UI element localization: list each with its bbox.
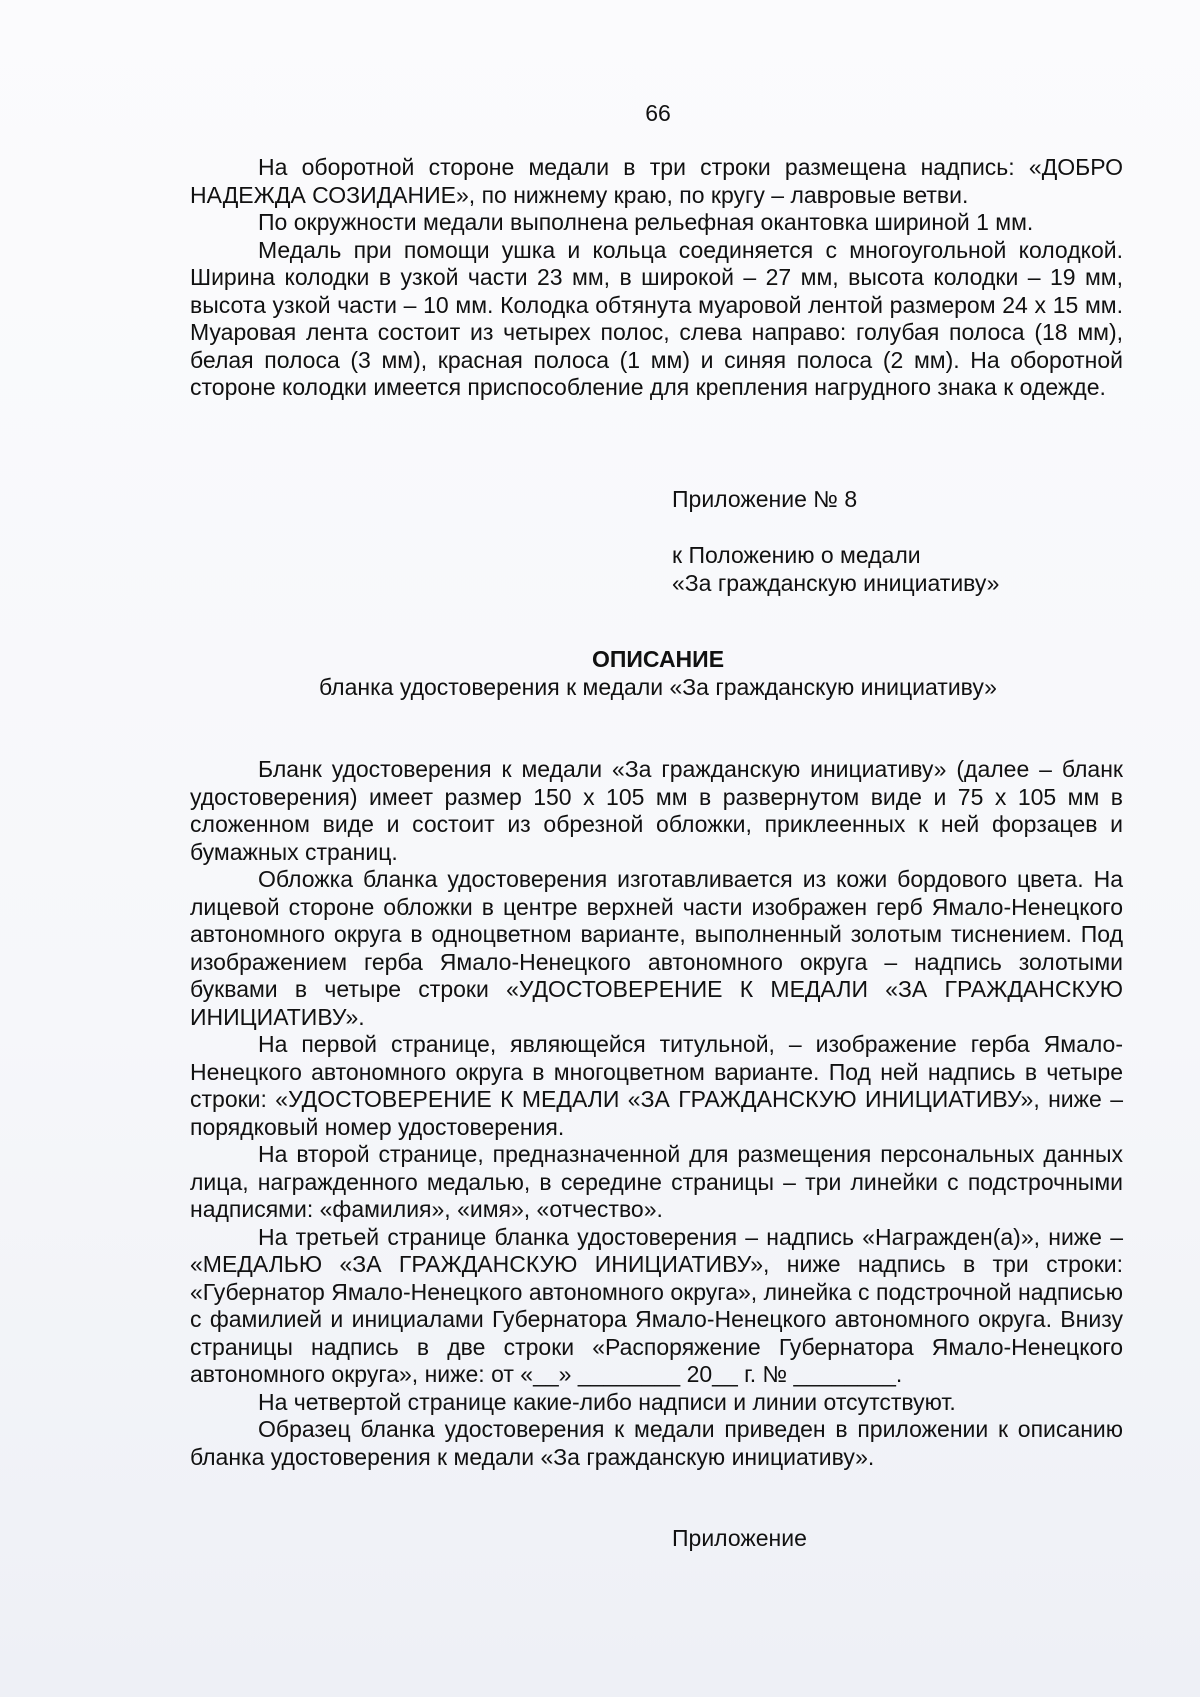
paragraph-first-page: На первой странице, являющейся титульной, – изображение герба Ямало-Ненецкого автономного округа в многоцветном варианте. Под ней надпись в четыре строки: «УДОСТОВЕРЕНИЕ К МЕДАЛИ «ЗА ГРАЖДАНСКУЮ ИНИЦИАТИВУ», ниже – порядковый номер удостоверения. <box>190 1031 1123 1140</box>
appendix-footer: Приложение <box>672 1525 807 1551</box>
appendix-reference-line1: к Положению о медали <box>672 542 921 568</box>
page-number: 66 <box>645 100 671 126</box>
paragraph-third-page: На третьей странице бланка удостоверения – надпись «Награжден(а)», ниже – «МЕДАЛЬЮ «ЗА ГРАЖДАНСКУЮ ИНИЦИАТИВУ», ниже надпись в три строки: «Губернатор Ямало-Ненецкого автономного округа», линейка с подстрочной надписью с фамилией и инициалами Губернатора Ямало-Ненецкого автономного округа. Внизу страницы надпись в две строки «Распоряжение Губернатора Ямало-Ненецкого автономного округа», ниже: от «__» ________ 20__ г. № ________. <box>190 1223 1123 1387</box>
paragraph-fourth-page: На четвертой странице какие-либо надписи и линии отсутствуют. <box>258 1388 956 1415</box>
section-title: ОПИСАНИЕ <box>591 646 725 672</box>
appendix-reference <box>672 542 999 597</box>
appendix-number: Приложение № 8 <box>672 486 858 512</box>
blank-description-text <box>190 756 1123 1471</box>
paragraph-second-page: На второй странице, предназначенной для размещения персональных данных лица, награжденного медалью, в середине страницы – три линейки с подстрочными надписями: «фамилия», «имя», «отчество». <box>190 1141 1123 1222</box>
paragraph-reverse-side: На оборотной стороне медали в три строки размещена надпись: «ДОБРО НАДЕЖДА СОЗИДАНИЕ», по нижнему краю, по кругу – лавровые ветви. <box>190 154 1123 208</box>
section-subtitle: бланка удостоверения к медали «За гражданскую инициативу» <box>319 674 997 700</box>
paragraph-cover: Обложка бланка удостоверения изготавливается из кожи бордового цвета. На лицевой стороне обложки в центре верхней части изображен герб Ямало-Ненецкого автономного округа в одноцветном варианте, выполненный золотым тиснением. Под изображением герба Ямало-Ненецкого автономного округа – надпись золотыми буквами в четыре строки «УДОСТОВЕРЕНИЕ К МЕДАЛИ «ЗА ГРАЖДАНСКУЮ ИНИЦИАТИВУ». <box>190 866 1123 1030</box>
paragraph-edging: По окружности медали выполнена рельефная окантовка шириной 1 мм. <box>258 209 1034 235</box>
paragraph-sample: Образец бланка удостоверения к медали приведен в приложении к описанию бланка удостоверения к медали «За гражданскую инициативу». <box>190 1416 1123 1470</box>
appendix-reference-line2: «За гражданскую инициативу» <box>672 569 1000 596</box>
paragraph-blank-size: Бланк удостоверения к медали «За гражданскую инициативу» (далее – бланк удостоверения) имеет размер 150 x 105 мм в развернутом виде и 75 x 105 мм в сложенном виде и состоит из обрезной обложки, приклеенных к ней форзацев и бумажных страниц. <box>190 756 1123 865</box>
medal-description-text <box>190 154 1123 402</box>
paragraph-ribbon: Медаль при помощи ушка и кольца соединяется с многоугольной колодкой. Ширина колодки в узкой части 23 мм, в широкой – 27 мм, высота колодки – 19 мм, высота узкой части – 10 мм. Колодка обтянута муаровой лентой размером 24 x 15 мм. Муаровая лента состоит из четырех полос, слева направо: голубая полоса (18 мм), белая полоса (3 мм), красная полоса (1 мм) и синяя полоса (2 мм). На оборотной стороне колодки имеется приспособление для крепления нагрудного знака к одежде. <box>190 236 1123 400</box>
